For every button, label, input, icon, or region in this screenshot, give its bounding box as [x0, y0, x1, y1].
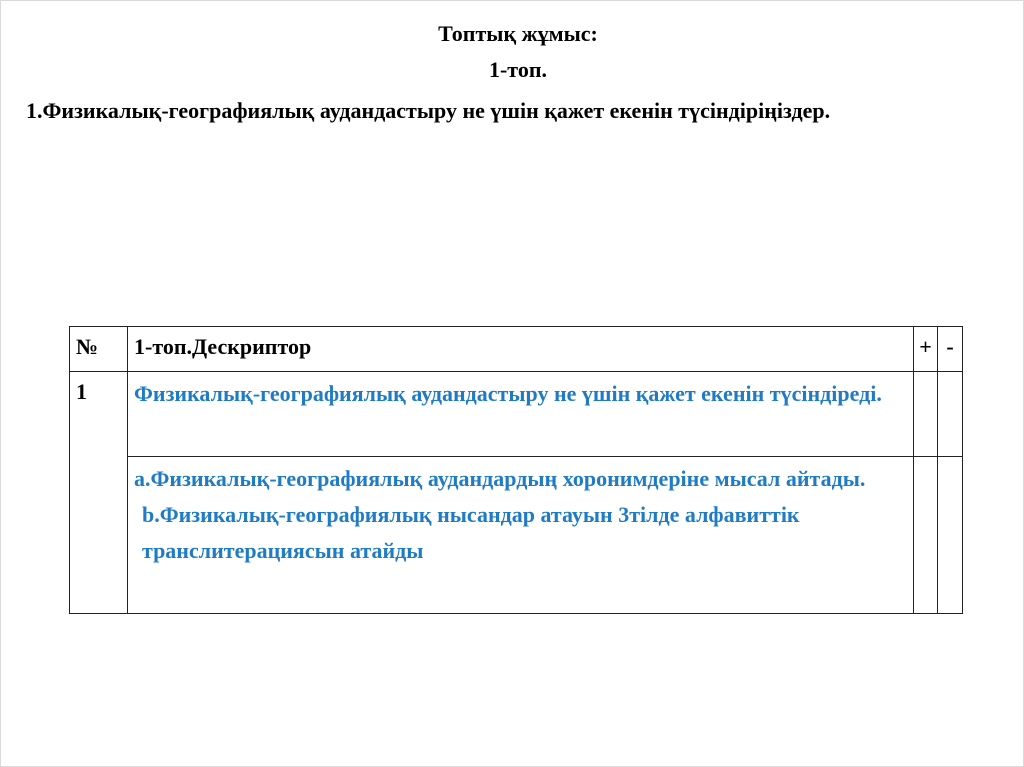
descriptor-item-a: a.Физикалық-географиялық аудандардың хоронимдеріне мысал айтады.	[134, 466, 866, 491]
descriptor-item-b: b.Физикалық-географиялық нысандар атауын 3тілде алфавиттік транслитерациясын атайды	[142, 502, 800, 563]
plus-cell	[914, 457, 938, 614]
table-row	[70, 372, 963, 457]
descriptor-cell	[128, 457, 914, 614]
header-number: №	[70, 327, 128, 372]
header-descriptor: 1-топ.Дескриптор	[128, 327, 914, 372]
header-plus: +	[914, 327, 938, 372]
descriptor-table	[69, 326, 963, 614]
descriptor-cell: Физикалық-географиялық аудандастыру не үшін қажет екенін түсіндіреді.	[128, 372, 914, 457]
minus-cell	[938, 372, 963, 457]
plus-cell	[914, 372, 938, 457]
table-header-row	[70, 327, 963, 372]
task-text: 1.Физикалық-географиялық аудандастыру не үшін қажет екенін түсіндіріңіздер.	[26, 98, 831, 123]
table-row	[70, 457, 963, 614]
minus-cell	[938, 457, 963, 614]
header-minus: -	[938, 327, 963, 372]
row-number: 1	[70, 372, 128, 614]
slide-title: Топтық жұмыс:	[438, 21, 598, 46]
group-label: 1-топ.	[488, 57, 548, 82]
